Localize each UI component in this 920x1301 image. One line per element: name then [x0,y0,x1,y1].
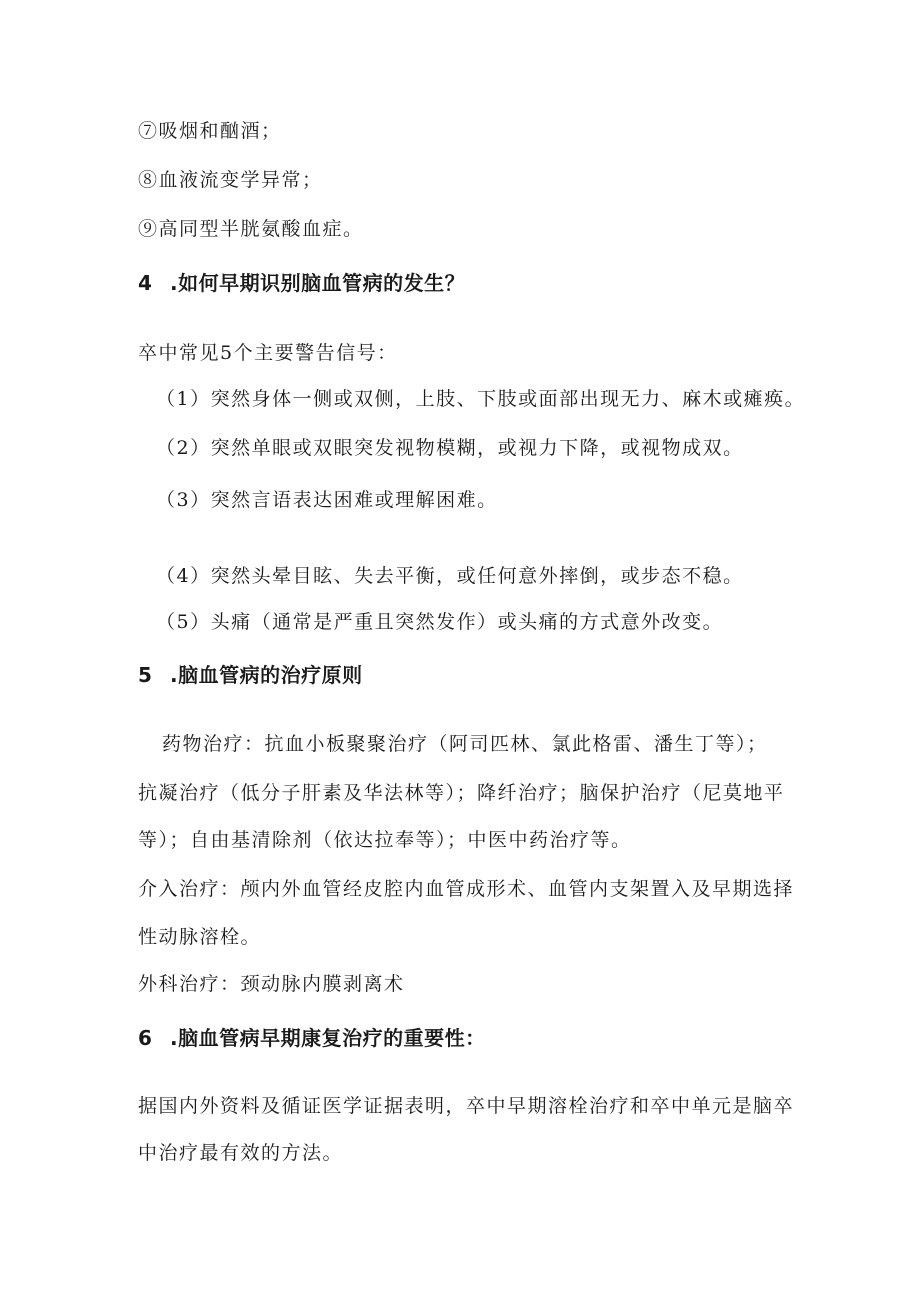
drug-therapy-line-2: 抗凝治疗（低分子肝素及华法林等）；降纤治疗；脑保护治疗（尼莫地平 [138,782,785,804]
section-number: 5 [138,663,153,687]
rehab-evidence-line-2: 中治疗最有效的方法。 [138,1142,344,1164]
section-title: .如何早期识别脑血管病的发生？ [170,271,466,295]
warning-signs-intro: 卒中常见5个主要警告信号： [138,342,398,364]
warning-sign-2: （2）突然单眼或双眼突发视物模糊，或视力下降，或视物成双。 [156,437,744,459]
warning-sign-4: （4）突然头晕目眩、失去平衡，或任何意外摔倒，或步态不稳。 [156,565,744,587]
risk-factor-item-9: ⑨高同型半胱氨酸血症。 [138,218,364,240]
risk-factor-item-7: ⑦吸烟和酗酒； [138,120,282,142]
section-number: 4 [138,271,153,295]
section-5-heading [138,662,363,688]
surgical-therapy: 外科治疗：颈动脉内膜剥离术 [138,973,405,995]
drug-therapy-line-3: 等）；自由基清除剂（依达拉奉等）；中医中药治疗等。 [138,829,632,851]
rehab-evidence-line-1: 据国内外资料及循证医学证据表明，卒中早期溶栓治疗和卒中单元是脑卒 [138,1095,795,1117]
warning-sign-3: （3）突然言语表达困难或理解困难。 [156,489,498,511]
section-4-heading [138,270,465,296]
section-title: .脑血管病的治疗原则 [170,663,363,687]
section-6-heading [138,1025,486,1051]
risk-factor-item-8: ⑧血液流变学异常； [138,169,323,191]
section-title: .脑血管病早期康复治疗的重要性： [170,1026,486,1050]
warning-sign-1: （1）突然身体一侧或双侧，上肢、下肢或面部出现无力、麻木或瘫痪。 [156,388,806,410]
intervention-therapy-line-1: 介入治疗：颅内外血管经皮腔内血管成形术、血管内支架置入及早期选择 [138,878,795,900]
warning-sign-5: （5）头痛（通常是严重且突然发作）或头痛的方式意外改变。 [156,611,724,633]
section-number: 6 [138,1026,153,1050]
drug-therapy-line-1: 药物治疗：抗血小板聚聚治疗（阿司匹林、氯此格雷、潘生丁等）； [162,733,768,755]
intervention-therapy-line-2: 性动脉溶栓。 [138,926,262,948]
